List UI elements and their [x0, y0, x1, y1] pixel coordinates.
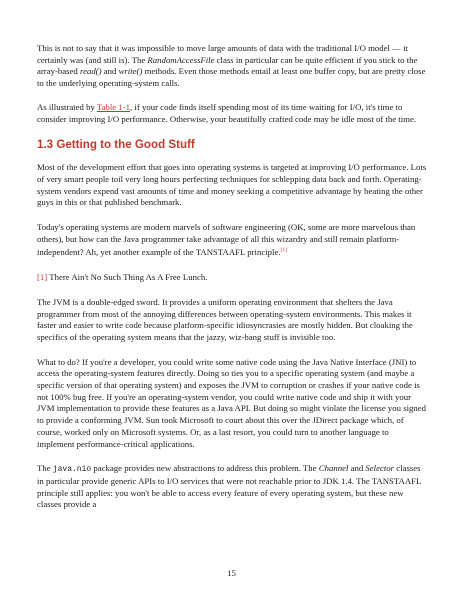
text-run: The	[37, 463, 53, 474]
footnote-link[interactable]: [1]	[37, 272, 48, 283]
method-name-read: read()	[80, 66, 102, 77]
text-run: and	[348, 463, 366, 474]
paragraph-os-development: Most of the development effort that goes into operating systems is targeted at improving I/O performance. Lots of very smart people toil very long hours perfecting techniques for schlepping data back and forth. Operating-system vendors expend vast amounts of time and money seeking a competitive advantage by beating the other guys in this or that published benchmark.	[37, 162, 427, 208]
page-body	[37, 43, 428, 524]
text-run: methods. Even those methods entail at least one buffer copy, but are pretty close to the underlying operating-system calls.	[37, 66, 426, 89]
footnote	[37, 272, 428, 284]
method-name-write: write()	[118, 66, 143, 77]
paragraph-random-access	[37, 43, 428, 90]
text-run: class in particular can be quite efficient if you stick to the array-based	[37, 54, 418, 77]
text-run: This is not to say that it was impossible to move large amounts of data with the traditional I/O model — it certainly was (and still is). The	[37, 43, 408, 65]
text-run: , if your code finds itself spending most of its time waiting for I/O, it's time to consider improving I/O performance. Otherwise, your beautifully crafted code may be idle most of the time.	[37, 101, 417, 124]
table-1-1-link[interactable]: Table 1-1	[96, 101, 131, 112]
paragraph-jvm: The JVM is a double-edged sword. It provides a uniform operating environment that shelters the Java programmer from most of the annoying differences between operating-system environments. This makes it faster and easier to write code because platform-specific idiosyncrasies are mostly hidden. But cloaking the specifics of the operating system means that the jazzy, wiz-bang stuff is invisible too.	[37, 296, 413, 342]
paragraph-tanstaafl	[37, 222, 428, 259]
section-heading: 1.3 Getting to the Good Stuff	[37, 138, 195, 152]
class-name-channel: Channel	[318, 463, 349, 474]
class-name-selector: Selector	[365, 463, 395, 474]
class-name-randomaccessfile: RandomAccessFile	[147, 54, 215, 65]
text-run: Today's operating systems are modern marvels of software engineering (OK, some are more marvelous than others), but how can the Java programmer take advantage of all this wizardry and still remain platform-independent? Ah, yet another example of the TANSTAAFL principle.	[37, 222, 416, 258]
text-run: classes in particular provide generic APIs to I/O services that were not reachable prior to JDK 1.4. The TANSTAAFL principle still applies: you won't be able to access every feature of every operating system, but these new classes provide a	[37, 463, 422, 510]
footnote-text: There Ain't No Such Thing As A Free Lunch.	[47, 272, 208, 283]
text-run: As illustrated by	[37, 101, 97, 112]
paragraph-what-to-do: What to do? If you're a developer, you could write some native code using the Java Native Interface (JNI) to access the operating-system features directly. Doing so ties you to a specific operating system (and maybe a specific version of that operating system) and exposes the JVM to corruption or crashes if your native code is not 100% bug free. If you're an operating-system vendor, you could write native code and ship it with your JVM implementation to provide these features as a Java API. But doing so might violate the license you signed to provide a conforming JVM. Sun took Microsoft to court about this over the JDirect package which, of course, worked only on Microsoft systems. Or, as a last resort, you could turn to another language to implement performance-critical applications.	[37, 356, 427, 449]
footnote-marker-superscript[interactable]: [1]	[280, 247, 287, 254]
paragraph-table-reference	[37, 102, 428, 125]
page-number: 15	[227, 568, 236, 578]
text-run: package provides new abstractions to address this problem. The	[91, 463, 319, 474]
text-run: and	[101, 66, 119, 77]
package-name-java-nio: java.nio	[52, 465, 92, 475]
paragraph-java-nio	[37, 463, 428, 511]
